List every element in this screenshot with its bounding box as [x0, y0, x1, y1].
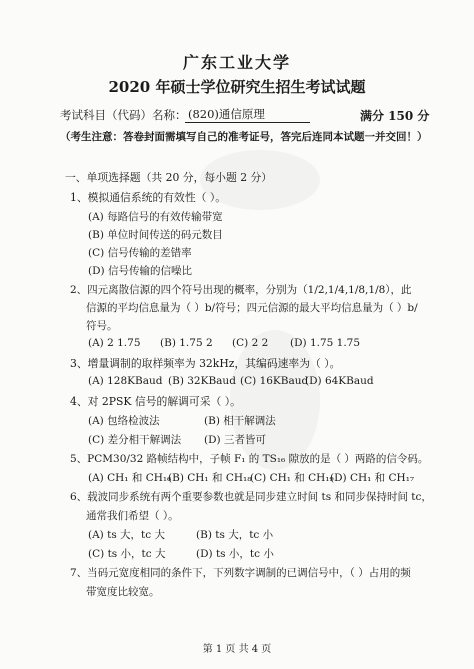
question-5-option-a: (A) CH₁ 和 CH₁₆	[88, 472, 172, 484]
question-2-option-a: (A) 2 1.75	[88, 337, 141, 349]
question-3-option-a: (A) 128KBaud	[88, 375, 163, 387]
question-2-line-3: 符号。	[86, 320, 118, 332]
question-7-line-1: 7、当码元宽度相同的条件下，下列数字调制的已调信号中，（ ）占用的频	[70, 567, 411, 579]
question-3-option-c: (C) 16KBaud	[240, 375, 309, 387]
question-1-option-a: (A) 每路信号的有效传输带宽	[88, 211, 223, 223]
question-6-option-c: (C) ts 小，tc 大	[88, 548, 166, 560]
question-2-line-1: 2、四元离散信源的四个符号出现的概率，分别为（1/2,1/4,1/8,1/8），此	[70, 284, 412, 296]
question-6-line-2: 通常我们希望（ ）。	[86, 510, 179, 522]
subject-label: 考试科目（代码）名称：	[60, 108, 187, 122]
question-5-stem: 5、PCM30/32 路帧结构中，子帧 F₁ 的 TS₁₆ 隙放的是（ ）两路的信令码。	[70, 453, 429, 465]
section-heading: 一、单项选择题（共 20 分，每小题 2 分）	[65, 171, 273, 184]
subject-value: (820)通信原理	[188, 107, 265, 121]
question-5-option-b: (B) CH₁ 和 CH₁₈	[168, 472, 252, 484]
question-5-option-d: (D) CH₁ 和 CH₁₇	[330, 472, 415, 484]
question-4-option-d: (D) 三者皆可	[204, 434, 266, 446]
question-5-option-c: (C) CH₁ 和 CH₁₉	[250, 472, 334, 484]
question-6-line-1: 6、载波同步系统有两个重要参数也就是同步建立时间 ts 和同步保持时间 tc，	[70, 491, 432, 503]
question-2-option-d: (D) 1.75 1.75	[290, 337, 361, 349]
question-7-line-2: 带宽度比较宽。	[86, 586, 160, 598]
question-1-option-b: (B) 单位时间传送的码元数目	[88, 229, 223, 241]
question-3-option-d: (D) 64KBaud	[305, 375, 374, 387]
question-2-option-b: (B) 1.75 2	[160, 337, 213, 349]
full-score: 满分 150 分	[360, 109, 430, 123]
page-footer: 第 1 页 共 4 页	[202, 644, 272, 655]
exam-notice: （考生注意：答卷封面需填写自己的准考证号，答完后连同本试题一并交回！）	[60, 131, 428, 143]
question-1-option-c: (C) 信号传输的差错率	[88, 247, 192, 259]
scan-smudge	[230, 330, 320, 470]
question-2-line-2: 信源的平均信息量为（ ）b/符号；四元信源的最大平均信息量为（ ）b/	[86, 302, 418, 314]
question-3-stem: 3、增量调制的取样频率为 32kHz，其编码速率为（ ）。	[70, 357, 341, 370]
question-3-option-b: (B) 32KBaud	[168, 375, 236, 387]
exam-title: 2020 年硕士学位研究生招生考试试题	[108, 78, 366, 96]
subject-underline	[185, 122, 310, 123]
question-1-stem: 1、模拟通信系统的有效性（ ）。	[70, 191, 227, 204]
question-2-option-c: (C) 2 2	[232, 337, 269, 349]
school-name: 广东工业大学	[182, 53, 291, 72]
question-4-option-b: (B) 相干解调法	[204, 415, 276, 427]
question-4-stem: 4、对 2PSK 信号的解调可采（ ）。	[70, 395, 241, 408]
question-4-option-c: (C) 差分相干解调法	[88, 434, 182, 446]
question-6-option-a: (A) ts 大，tc 大	[88, 529, 165, 541]
question-1-option-d: (D) 信号传输的信噪比	[88, 265, 192, 277]
question-6-option-b: (B) ts 大，tc 小	[196, 529, 274, 541]
question-6-option-d: (D) ts 小，tc 小	[196, 548, 274, 560]
question-4-option-a: (A) 包络检波法	[88, 415, 160, 427]
